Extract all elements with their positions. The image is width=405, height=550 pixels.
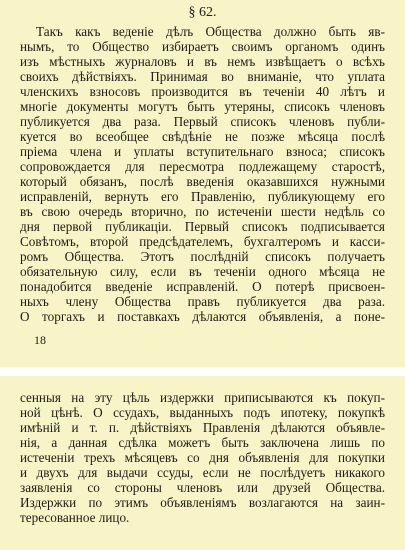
text-line: сопровождается для пересмотра подлежащему старостѣ, bbox=[20, 159, 385, 174]
text-line: многіе документы могутъ быть утеряны, списокъ членовъ bbox=[20, 99, 385, 114]
text-line: заявленія со стороны членовъ или друзей Общества. bbox=[20, 480, 385, 495]
text-line: имѣній и т. п. дѣйствіяхъ Правленія дѣлаются объявле- bbox=[20, 420, 385, 435]
text-line: ромъ Общества. Этотъ послѣдній списокъ получаетъ bbox=[20, 249, 385, 264]
text-line: который обязанъ, послѣ введенія оказавшихся нужными bbox=[20, 174, 385, 189]
text-line: Издержки по этимъ объявленіямъ возлагаются на заин- bbox=[20, 495, 385, 510]
text-line: въ свою очередь вторично, по истеченіи шести недѣль со bbox=[20, 204, 385, 219]
text-line: обязательную силу, если въ теченіи одного мѣсяца не bbox=[20, 264, 385, 279]
text-line: своихъ дѣйствіяхъ. Принимая во вниманіе, что уплата bbox=[20, 69, 385, 84]
text-line: ной цѣнѣ. О ссудахъ, выданныхъ подъ ипотеку, покупкѣ bbox=[20, 405, 385, 420]
text-line: куется во всеобщее свѣдѣніе не позже мѣсяца послѣ bbox=[20, 129, 385, 144]
text-line: сенныя на эту цѣль издержки приписываются къ покуп- bbox=[20, 390, 385, 405]
text-line: О торгахъ и поставкахъ дѣлаются объявленія, а поне- bbox=[20, 309, 385, 324]
text-line: ныхъ члену Общества правъ публикуется два раза. bbox=[20, 294, 385, 309]
text-line: публикуется два раза. Первый списокъ членовъ публи- bbox=[20, 114, 385, 129]
section-heading: § 62. bbox=[188, 5, 217, 20]
page-number: 18 bbox=[34, 333, 46, 347]
text-line: Совѣтомъ, второй предсѣдателемъ, бухгалтеромъ и касси- bbox=[20, 234, 385, 249]
text-line: дня первой публикаціи. Первый списокъ подписывается bbox=[20, 219, 385, 234]
text-line: тересованное лицо. bbox=[20, 510, 130, 525]
text-line: пріема члена и уплаты вступительнаго взноса; списокъ bbox=[20, 144, 385, 159]
text-line: нымъ, то Общество избираетъ своимъ органомъ одинъ bbox=[20, 39, 385, 54]
text-line: членскихъ взносовъ производится въ теченіи 40 лѣтъ и bbox=[20, 84, 385, 99]
page-bottom bbox=[0, 376, 405, 550]
text-line: понадобится введеніе исправленій. О потерѣ присвоен- bbox=[20, 279, 385, 294]
text-line: изъ мѣстныхъ журналовъ и въ немъ извѣщаетъ о всѣхъ bbox=[20, 54, 385, 69]
text-line: Такъ какъ веденіе дѣлъ Общества должно быть яв- bbox=[36, 24, 385, 39]
text-line: исправленій, вернуть его Правленію, публикующему его bbox=[20, 189, 385, 204]
text-line: нія, а данная сдѣлка можетъ быть заключена лишь по bbox=[20, 435, 385, 450]
text-line: и двухъ для выдачи ссуды, если не послѣдуетъ никакого bbox=[20, 465, 385, 480]
text-line: истеченіи трехъ мѣсяцевъ со дня объявленія для покупки bbox=[20, 450, 385, 465]
